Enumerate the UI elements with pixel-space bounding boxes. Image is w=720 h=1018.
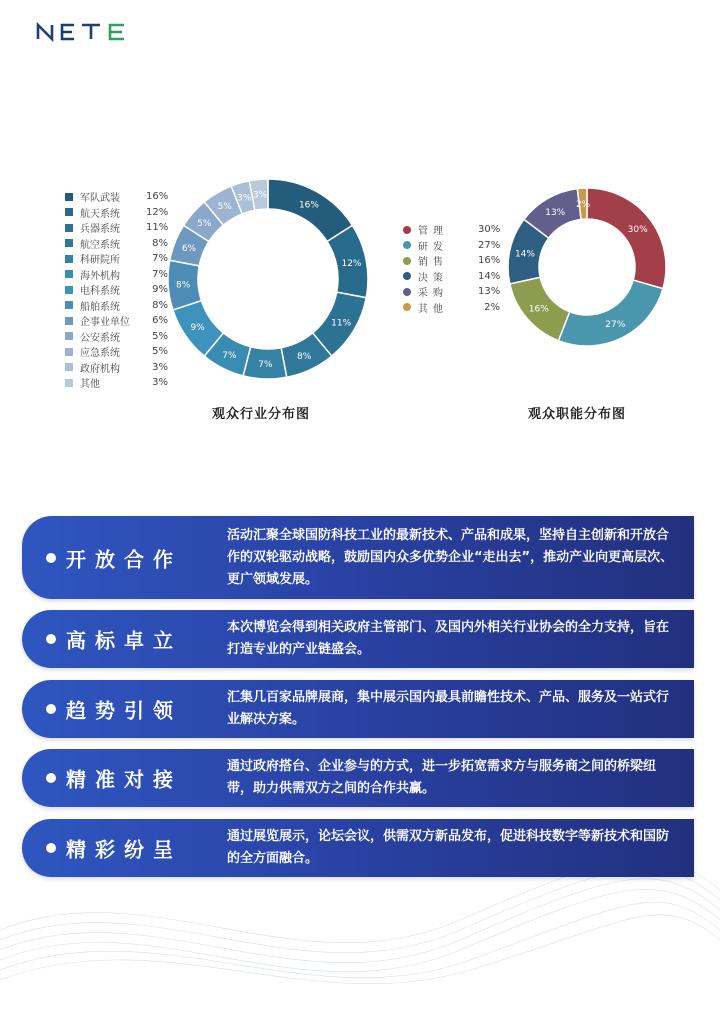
legend-label: 海外机构 [80,270,120,282]
legend-value: 5% [152,346,168,358]
donut-slice-label: 3% [237,193,252,204]
legend-value: 5% [152,330,168,342]
legend-swatch [403,288,411,296]
legend-swatch [65,301,73,309]
wave-decoration [0,780,720,1018]
legend-value: 11% [146,222,169,234]
legend-value: 2% [484,301,500,313]
legend-swatch [65,348,73,356]
legend-value: 27% [478,239,501,251]
legend-value: 9% [152,284,168,296]
legend-label: 决策 [418,272,448,284]
legend-item [65,313,168,329]
donut-slice-label: 3% [252,190,268,201]
legend-item [65,220,168,236]
legend-item [65,344,168,360]
industry-legend [65,189,168,391]
legend-label: 电科系统 [80,286,120,298]
legend-swatch [65,255,73,263]
legend-item [403,269,500,285]
donut-slice-label: 5% [197,218,212,229]
legend-value: 7% [152,253,168,265]
legend-label: 其他 [80,379,100,391]
legend-label: 军队武装 [80,193,120,205]
legend-item [403,222,500,238]
legend-label: 企事业单位 [80,317,130,329]
bullet-icon [46,773,56,783]
legend-swatch [403,272,411,280]
donut-slice-label: 16% [298,200,319,211]
feature-desc: 活动汇聚全球国防科技工业的最新技术、产品和成果，坚持自主创新和开放合作的双轮驱动战略，鼓励国内众多优势企业“走出去”，推动产业向更高层次、更广领域发展。 [227,527,674,587]
feature-desc: 本次博览会得到相关政府主管部门、及国内外相关行业协会的全力支持，旨在打造专业的产业链盛会。 [227,620,670,657]
feature-precise-matching [22,749,694,807]
feature-desc: 通过展览展示，论坛会议，供需双方新品发布，促进科技数字等新技术和国防的全方面融合。 [227,829,670,866]
legend-item [65,189,168,205]
feature-title: 趋势引领 [66,698,182,723]
legend-value: 16% [478,255,501,267]
feature-trend-leading [22,680,694,738]
legend-item [65,282,168,298]
industry-donut-chart [163,174,373,384]
donut-slice [558,280,663,346]
legend-item [65,375,168,391]
industry-chart-title: 观众行业分布图 [212,407,311,422]
feature-wonderful [22,819,694,877]
legend-swatch [403,241,411,249]
legend-value: 13% [478,286,501,298]
feature-title: 高标卓立 [66,628,182,653]
legend-value: 8% [152,237,168,249]
legend-item [65,267,168,283]
legend-value: 6% [152,315,168,327]
donut-slice-label: 11% [331,318,352,329]
legend-label: 销售 [418,257,448,269]
function-chart-title: 观众职能分布图 [528,407,627,422]
legend-item [403,284,500,300]
legend-value: 3% [152,361,168,373]
donut-slice-label: 5% [217,201,232,212]
legend-swatch [65,239,73,247]
donut-slice-label: 7% [222,350,237,361]
legend-swatch [65,193,73,201]
legend-value: 16% [146,191,169,203]
legend-value: 30% [478,224,501,236]
legend-value: 3% [152,377,168,389]
legend-item [403,300,500,316]
legend-swatch [65,208,73,216]
donut-slice-label: 6% [181,243,197,254]
legend-label: 其他 [418,303,448,315]
donut-slice-label: 8% [297,352,312,363]
legend-item [65,329,168,345]
legend-swatch [65,270,73,278]
legend-value: 8% [152,299,168,311]
legend-swatch [65,224,73,232]
function-legend [403,222,500,315]
feature-title: 精彩纷呈 [66,837,182,862]
legend-item [65,251,168,267]
legend-label: 政府机构 [80,363,120,375]
legend-swatch [403,257,411,265]
legend-label: 公安系统 [80,332,120,344]
legend-label: 航天系统 [80,208,120,220]
legend-swatch [65,379,73,387]
bullet-icon [46,843,56,853]
legend-swatch [403,226,411,234]
nete-logo [36,22,146,53]
feature-title: 精准对接 [66,767,182,792]
legend-item [65,236,168,252]
donut-slice-label: 8% [176,280,191,291]
donut-slice-label: 13% [545,208,566,219]
legend-swatch [65,332,73,340]
bullet-icon [46,553,56,563]
donut-slice-label: 14% [514,249,535,260]
donut-slice-label: 2% [575,199,591,210]
legend-label: 管理 [418,226,448,238]
feature-desc: 汇集几百家品牌展商，集中展示国内最具前瞻性技术、产品、服务及一站式行业解决方案。 [227,690,670,727]
donut-slice-label: 16% [528,304,549,315]
legend-item [403,253,500,269]
feature-desc: 通过政府搭台、企业参与的方式，进一步拓宽需求方与服务商之间的桥梁纽带，助力供需双方之间的合作共赢。 [227,759,657,796]
legend-item [403,238,500,254]
donut-slice-label: 9% [190,322,205,333]
feature-high-standard [22,610,694,668]
feature-open-cooperation [22,516,694,599]
legend-label: 研发 [418,241,448,253]
donut-slice-label: 12% [341,259,362,270]
legend-item [65,298,168,314]
legend-value: 14% [478,270,501,282]
legend-value: 7% [152,268,168,280]
donut-slice-label: 27% [605,319,626,330]
feature-title: 开放合作 [66,547,182,571]
legend-swatch [403,303,411,311]
donut-slice-label: 7% [258,360,273,371]
legend-swatch [65,317,73,325]
logo-text: NETE [36,52,39,53]
legend-label: 兵器系统 [80,224,120,236]
legend-label: 航空系统 [80,239,120,251]
legend-label: 采购 [418,288,448,300]
legend-item [65,360,168,376]
legend-swatch [65,363,73,371]
legend-label: 船舶系统 [80,301,120,313]
bullet-icon [46,704,56,714]
donut-slice-label: 30% [627,224,648,235]
legend-label: 科研院所 [80,255,120,267]
bullet-icon [46,634,56,644]
donut-slice [587,188,666,289]
legend-swatch [65,286,73,294]
legend-item [65,205,168,221]
function-donut-chart [505,185,669,349]
legend-label: 应急系统 [80,348,120,360]
legend-value: 12% [146,206,169,218]
